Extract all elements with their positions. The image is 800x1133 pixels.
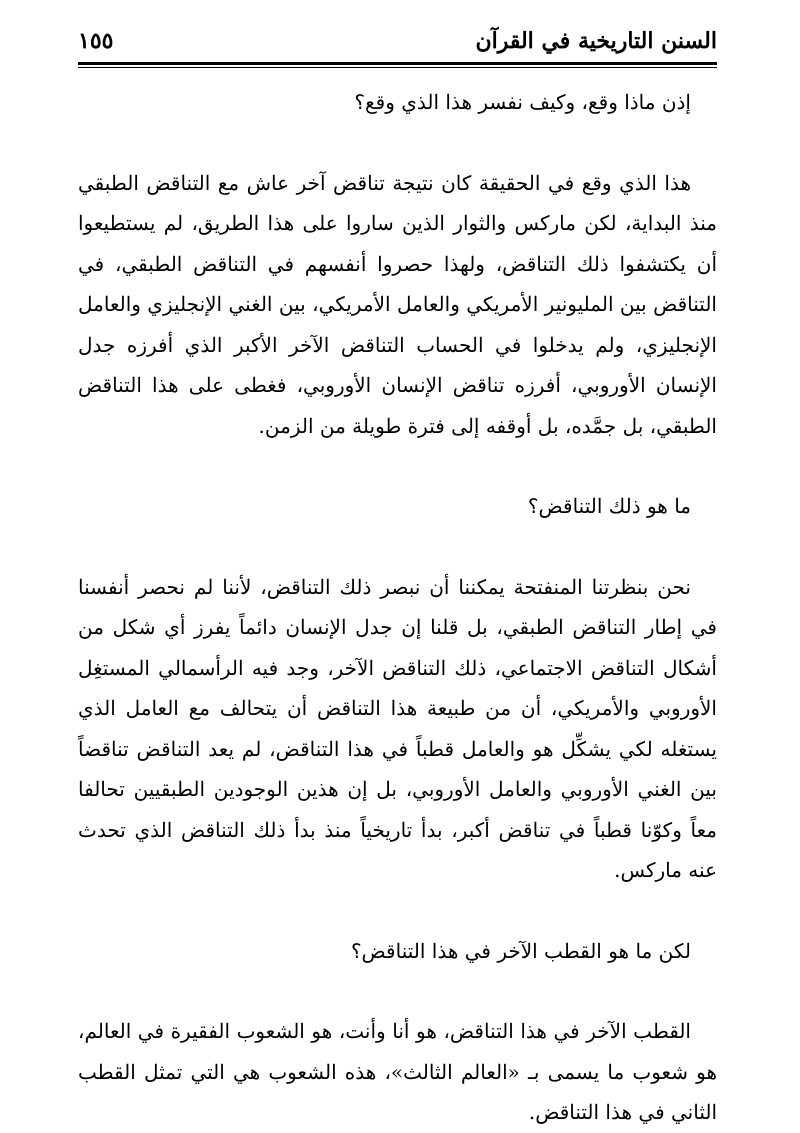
body-text: [78, 82, 717, 1133]
running-title: السنن التاريخية في القرآن: [475, 28, 717, 54]
paragraph-3: القطب الآخر في هذا التناقض، هو أنا وأنت، هو الشعوب الفقيرة في العالم، هو شعوب ما يسمى بـ «العالم الثالث»، هذه الشعوب هي التي تمثل القطب الثاني في هذا التناقض.: [78, 1019, 717, 1124]
question-1: إذن ماذا وقع، وكيف نفسر هذا الذي وقع؟: [354, 90, 691, 114]
header-rule-thick: [78, 62, 717, 65]
question-2: ما هو ذلك التناقض؟: [527, 494, 691, 518]
paragraph-2: نحن بنظرتنا المنفتحة يمكننا أن نبصر ذلك التناقض، لأننا لم نحصر أنفسنا في إطار التناقض الطبقي، بل قلنا إن جدل الإنسان دائماً يفرز أي شكل من أشكال التناقض الاجتماعي، ذلك التناقض الآخر، وجد فيه الرأسمالي المستغِل الأوروبي والأمريكي، أن من طبيعة هذا التناقض أن يتحالف مع العامل الذي يستغله لكي يشكِّل هو والعامل قطباً في هذا التناقض، لم يعد التناقض تناقضاً بين الغني الأوروبي والعامل الأوروبي، بل إن هذين الوجودين الطبقيين تحالفا معاً وكوّنا قطباً في تناقض أكبر، بدأ تاريخياً منذ بدأ ذلك التناقض الذي تحدث عنه ماركس.: [78, 574, 717, 882]
paragraph-gap: [78, 123, 717, 163]
question-3: لكن ما هو القطب الآخر في هذا التناقض؟: [350, 938, 691, 963]
paragraph-gap: [78, 971, 717, 1011]
page-header: [78, 22, 717, 60]
paragraph-gap: [78, 527, 717, 567]
paragraph-gap: [78, 891, 717, 931]
header-rule-thin: [78, 67, 717, 68]
page-number: ١٥٥: [78, 28, 114, 54]
paragraph-gap: [78, 446, 717, 486]
paragraph-1: هذا الذي وقع في الحقيقة كان نتيجة تناقض آخر عاش مع التناقض الطبقي منذ البداية، لكن ماركس والثوار الذين ساروا على هذا الطريق، لم يستطيعوا أن يكتشفوا ذلك التناقض، ولهذا حصروا أنفسهم في التناقض الطبقي، في التناقض بين المليونير الأمريكي والعامل الأمريكي، بين الغني الإنجليزي والعامل الإنجليزي، ولم يدخلوا في الحساب التناقض الآخر الأكبر الذي أفرزه جدل الإنسان الأوروبي، أفرزه تناقض الإنسان الأوروبي، فغطى على هذا التناقض الطبقي، بل جمَّده، بل أوقفه إلى فترة طويلة من الزمن.: [78, 170, 717, 438]
